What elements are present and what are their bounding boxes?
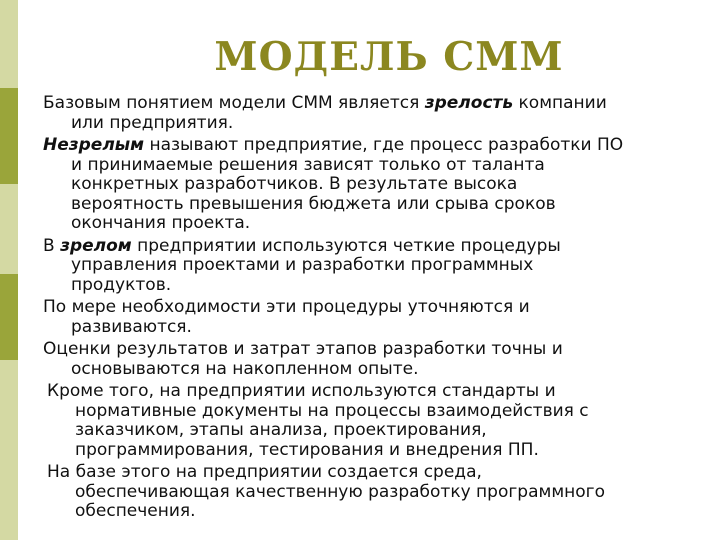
slide-title: МОДЕЛЬ СММ — [214, 34, 564, 80]
paragraph-immature — [43, 136, 720, 234]
text-run: предприятии используются четкие процедуры — [131, 235, 561, 256]
stripe-segment — [0, 274, 18, 360]
text-line: Оценки результатов и затрат этапов разработки точны и — [43, 339, 563, 359]
text-line: По мере необходимости эти процедуры уточняются и — [43, 297, 530, 317]
stripe-segment — [0, 360, 18, 540]
slide-body — [43, 94, 720, 525]
text-line: обеспечивающая качественную разработку программного — [75, 481, 606, 502]
stripe-segment — [0, 88, 18, 184]
text-run: компании — [513, 93, 607, 113]
text-line: программирования, тестирования и внедрения ПП. — [75, 439, 539, 460]
paragraph-estimates — [43, 340, 720, 379]
emphasis-mature: зрелом — [60, 235, 132, 256]
text-line: основываются на накопленном опыте. — [71, 358, 419, 379]
paragraph-standards — [47, 382, 720, 460]
paragraph-refinement — [43, 298, 720, 337]
text-line: обеспечения. — [75, 501, 196, 521]
text-line: развиваются. — [71, 316, 192, 337]
text-line: продуктов. — [71, 274, 172, 295]
stripe-segment — [0, 184, 18, 274]
paragraph-mature — [43, 237, 720, 296]
text-line: конкретных разработчиков. В результате высока — [71, 174, 518, 194]
text-line: На базе этого на предприятии создается среда, — [47, 462, 482, 482]
paragraph-maturity-concept — [43, 94, 720, 133]
text-line: и принимаемые решения зависят только от таланта — [71, 154, 545, 175]
text-run: Базовым понятием модели CMM является — [43, 93, 425, 113]
paragraph-environment — [47, 463, 720, 522]
stripe-segment — [0, 0, 18, 88]
emphasis-immature: Незрелым — [43, 135, 145, 155]
text-line: Кроме того, на предприятии используются стандарты и — [47, 381, 556, 401]
text-line: окончания проекта. — [71, 213, 251, 233]
emphasis-maturity: зрелость — [424, 93, 514, 113]
text-line: заказчиком, этапы анализа, проектирования, — [75, 420, 487, 440]
text-line: или предприятия. — [71, 112, 234, 133]
text-run: В — [43, 235, 61, 256]
text-line: нормативные документы на процессы взаимодействия с — [75, 400, 589, 421]
text-run: называют предприятие, где процесс разработки ПО — [144, 135, 624, 155]
text-line: вероятность превышения бюджета или срыва сроков — [71, 193, 556, 214]
text-line: управления проектами и разработки программных — [71, 255, 534, 275]
